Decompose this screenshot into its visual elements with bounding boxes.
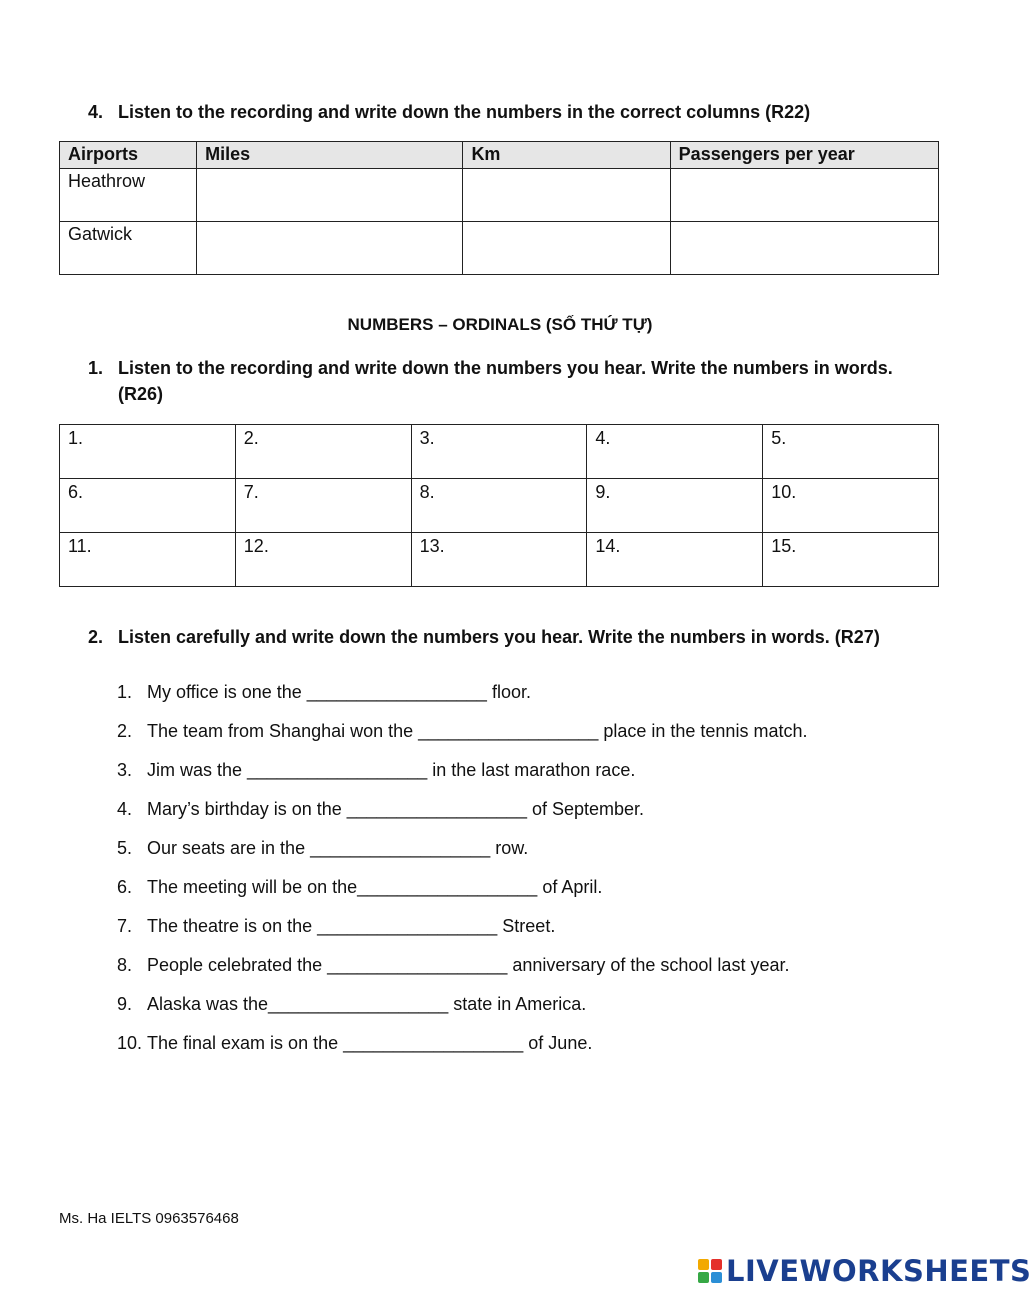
sentence-text: People celebrated the __________________ anniversary of the school last year. bbox=[147, 955, 790, 975]
list-item[interactable] bbox=[117, 913, 807, 952]
sentence-text: The meeting will be on the__________________ of April. bbox=[147, 877, 603, 897]
answer-cell[interactable]: 3. bbox=[411, 425, 587, 479]
table-header-row bbox=[60, 142, 939, 169]
section4-title bbox=[88, 99, 810, 125]
header-miles: Miles bbox=[197, 142, 463, 169]
answer-cell[interactable] bbox=[670, 169, 938, 222]
table-row bbox=[60, 533, 939, 587]
answer-cell[interactable]: 8. bbox=[411, 479, 587, 533]
sentence-number: 2. bbox=[117, 721, 133, 741]
answer-cell[interactable]: 12. bbox=[235, 533, 411, 587]
ordinals-q1-title bbox=[88, 355, 893, 407]
q1-text-line2: (R26) bbox=[118, 384, 164, 404]
airport-name: Heathrow bbox=[60, 169, 197, 222]
header-passengers: Passengers per year bbox=[670, 142, 938, 169]
list-item[interactable] bbox=[117, 796, 807, 835]
section4-text: Listen to the recording and write down the numbers in the correct columns (R22) bbox=[118, 102, 811, 122]
list-item[interactable] bbox=[117, 1030, 807, 1069]
sentence-text: Mary’s birthday is on the __________________ of September. bbox=[147, 799, 645, 819]
footer-author: Ms. Ha IELTS 0963576468 bbox=[59, 1210, 239, 1227]
sentence-text: The team from Shanghai won the __________________ place in the tennis match. bbox=[147, 721, 808, 741]
answer-cell[interactable]: 11. bbox=[60, 533, 236, 587]
sentence-number: 4. bbox=[117, 799, 133, 819]
table-row bbox=[60, 169, 939, 222]
answer-cell[interactable] bbox=[670, 222, 938, 275]
answer-cell[interactable] bbox=[197, 222, 463, 275]
sentence-text: Our seats are in the __________________ row. bbox=[147, 838, 529, 858]
list-item[interactable] bbox=[117, 874, 807, 913]
list-item[interactable] bbox=[117, 991, 807, 1030]
ordinals-q2-title bbox=[88, 624, 880, 650]
answer-cell[interactable]: 10. bbox=[763, 479, 939, 533]
sentence-text: The final exam is on the __________________ of June. bbox=[147, 1033, 593, 1053]
q1-text-line1: Listen to the recording and write down the numbers you hear. Write the numbers in words. bbox=[118, 358, 893, 378]
table-row bbox=[60, 222, 939, 275]
list-item[interactable] bbox=[117, 952, 807, 991]
logo-block bbox=[698, 1272, 709, 1283]
sentence-number: 10. bbox=[117, 1033, 143, 1053]
answer-cell[interactable] bbox=[197, 169, 463, 222]
liveworksheets-logo bbox=[698, 1254, 1031, 1288]
header-km: Km bbox=[463, 142, 670, 169]
sentence-text: Jim was the __________________ in the last marathon race. bbox=[147, 760, 636, 780]
airport-table bbox=[59, 141, 939, 275]
sentence-number: 6. bbox=[117, 877, 133, 897]
sentence-number: 5. bbox=[117, 838, 133, 858]
airport-name: Gatwick bbox=[60, 222, 197, 275]
logo-block bbox=[711, 1259, 722, 1270]
section4-number: 4. bbox=[88, 102, 104, 122]
q1-text bbox=[118, 355, 893, 407]
sentence-text: Alaska was the__________________ state in America. bbox=[147, 994, 587, 1014]
list-item[interactable] bbox=[117, 835, 807, 874]
table-row bbox=[60, 425, 939, 479]
q2-number: 2. bbox=[88, 627, 104, 647]
sentence-number: 9. bbox=[117, 994, 133, 1014]
answer-cell[interactable]: 9. bbox=[587, 479, 763, 533]
sentence-list bbox=[117, 679, 807, 1069]
logo-block bbox=[698, 1259, 709, 1270]
sentence-text: My office is one the __________________ floor. bbox=[147, 682, 531, 702]
ordinal-answer-table bbox=[59, 424, 939, 587]
list-item[interactable] bbox=[117, 679, 807, 718]
answer-cell[interactable]: 7. bbox=[235, 479, 411, 533]
answer-cell[interactable]: 13. bbox=[411, 533, 587, 587]
list-item[interactable] bbox=[117, 718, 807, 757]
sentence-number: 3. bbox=[117, 760, 133, 780]
answer-cell[interactable]: 1. bbox=[60, 425, 236, 479]
sentence-number: 8. bbox=[117, 955, 133, 975]
logo-block bbox=[711, 1272, 722, 1283]
answer-cell[interactable]: 5. bbox=[763, 425, 939, 479]
answer-cell[interactable]: 6. bbox=[60, 479, 236, 533]
answer-cell[interactable]: 2. bbox=[235, 425, 411, 479]
logo-text: LIVEWORKSHEETS bbox=[726, 1254, 1031, 1288]
header-airports: Airports bbox=[60, 142, 197, 169]
q2-text: Listen carefully and write down the numbers you hear. Write the numbers in words. (R27) bbox=[118, 627, 880, 647]
table-row bbox=[60, 479, 939, 533]
list-item[interactable] bbox=[117, 757, 807, 796]
ordinals-heading: NUMBERS – ORDINALS (SỐ THỨ TỰ) bbox=[347, 315, 653, 334]
logo-blocks-icon bbox=[698, 1259, 722, 1283]
sentence-number: 1. bbox=[117, 682, 133, 702]
answer-cell[interactable]: 4. bbox=[587, 425, 763, 479]
answer-cell[interactable] bbox=[463, 169, 670, 222]
sentence-number: 7. bbox=[117, 916, 133, 936]
q1-number: 1. bbox=[88, 358, 104, 378]
sentence-text: The theatre is on the __________________ Street. bbox=[147, 916, 556, 936]
answer-cell[interactable] bbox=[463, 222, 670, 275]
answer-cell[interactable]: 14. bbox=[587, 533, 763, 587]
answer-cell[interactable]: 15. bbox=[763, 533, 939, 587]
